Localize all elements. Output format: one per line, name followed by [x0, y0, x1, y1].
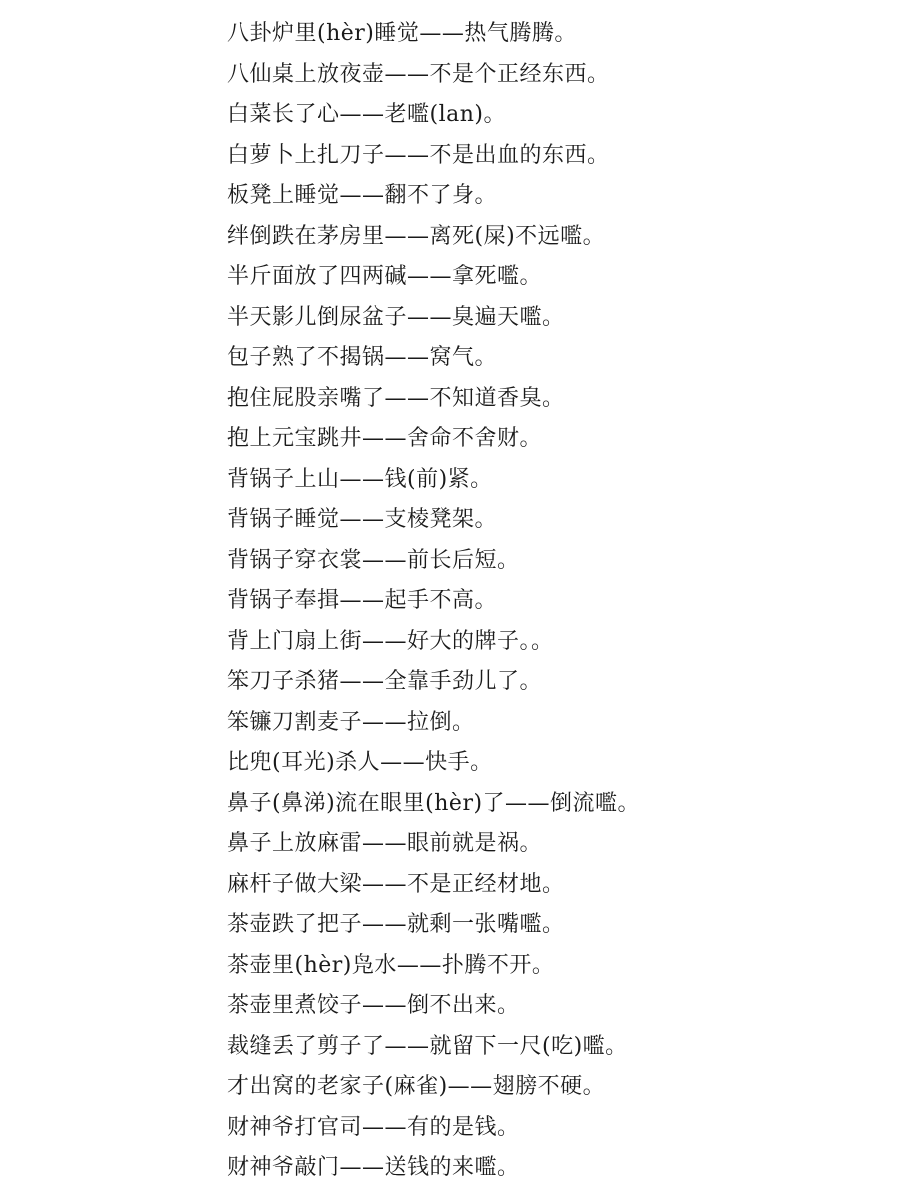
list-item: 抱住屁股亲嘴了——不知道香臭。 — [227, 385, 565, 411]
list-item: 鼻子(鼻涕)流在眼里(hèr)了——倒流嚂。 — [227, 790, 641, 816]
list-item: 抱上元宝跳井——舍命不舍财。 — [227, 426, 543, 451]
list-item: 半斤面放了四两碱——拿死嚂。 — [227, 264, 543, 289]
list-item: 包子熟了不揭锅——窝气。 — [227, 345, 498, 370]
list-item: 茶壶里煮饺子——倒不出来。 — [227, 993, 520, 1018]
list-item: 绊倒跌在茅房里——离死(屎)不远嚂。 — [227, 223, 606, 249]
list-item: 财神爷敲门——送钱的来嚂。 — [227, 1155, 520, 1180]
list-item: 八卦炉里(hèr)睡觉——热气腾腾。 — [227, 21, 577, 46]
list-item: 财神爷打官司——有的是钱。 — [227, 1114, 520, 1140]
list-item: 茶壶跌了把子——就剩一张嘴嚂。 — [227, 912, 565, 937]
list-item: 背锅子睡觉——支棱凳架。 — [227, 507, 498, 532]
list-item: 裁缝丢了剪子了——就留下一尺(吃)嚂。 — [227, 1033, 628, 1059]
xiehouyu-list — [227, 14, 887, 1189]
list-item: 背锅子上山——钱(前)紧。 — [227, 466, 493, 492]
list-item: 板凳上睡觉——翻不了身。 — [227, 183, 498, 208]
list-item: 背锅子奉揖——起手不高。 — [227, 588, 498, 613]
list-item: 白菜长了心——老嚂(lan)。 — [227, 102, 506, 127]
list-item: 茶壶里(hèr)凫水——扑腾不开。 — [227, 952, 555, 978]
list-item: 背上门扇上街——好大的牌子。。 — [227, 628, 554, 654]
list-item: 背锅子穿衣裳——前长后短。 — [227, 547, 520, 573]
list-item: 八仙桌上放夜壶——不是个正经东西。 — [227, 61, 610, 87]
list-item: 笨刀子杀猪——全靠手劲儿了。 — [227, 669, 543, 694]
list-item: 笨镰刀割麦子——拉倒。 — [227, 709, 475, 735]
list-item: 半天影儿倒尿盆子——臭遍天嚂。 — [227, 304, 565, 330]
list-item: 才出窝的老家子(麻雀)——翅膀不硬。 — [227, 1074, 606, 1099]
list-item: 比兜(耳光)杀人——快手。 — [227, 750, 493, 775]
list-item: 白萝卜上扎刀子——不是出血的东西。 — [227, 142, 610, 168]
list-item: 麻杆子做大梁——不是正经材地。 — [227, 871, 565, 897]
list-item: 鼻子上放麻雷——眼前就是祸。 — [227, 831, 543, 856]
